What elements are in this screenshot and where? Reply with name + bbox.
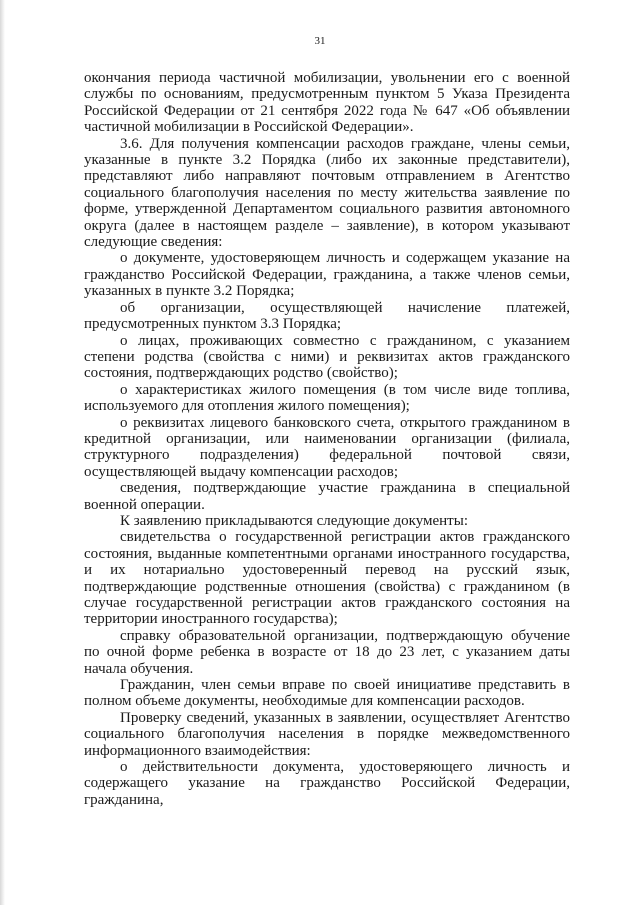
- paragraph: о документе, удостоверяющем личность и содержащем указание на гражданство Российской Федерации, гражданина, а также членов семьи, указанных в пункте 3.2 Порядка;: [84, 250, 570, 300]
- paragraph: о лицах, проживающих совместно с гражданином, с указанием степени родства (свойства с ними) и реквизитах актов гражданского состояния, подтверждающих родство (свойство);: [84, 332, 570, 382]
- paragraph: Проверку сведений, указанных в заявлении, осуществляет Агентство социального благополучия населения в порядке межведомственного информационного взаимодействия:: [84, 709, 570, 759]
- paragraph: об организации, осуществляющей начисление платежей, предусмотренных пунктом 3.3 Порядка;: [84, 299, 570, 333]
- paragraph: о действительности документа, удостоверяющего личность и содержащего указание на гражданство Российской Федерации, гражданина,: [84, 759, 570, 808]
- paragraph: свидетельства о государственной регистрации актов гражданского состояния, выданные компетентными органами иностранного государства, и их нотариально удостоверенный перевод на русский язык, подтверждающие родственные отношения (свойства) с гражданином (в случае государственной регистрации актов гражданского состояния на территории иностранного государства);: [84, 529, 570, 628]
- paragraph: о характеристиках жилого помещения (в том числе виде топлива, используемого для отопления жилого помещения);: [84, 381, 570, 415]
- paragraph: К заявлению прикладываются следующие документы:: [120, 512, 468, 529]
- paragraph: окончания периода частичной мобилизации, увольнении его с военной службы по основаниям, предусмотренным пунктом 5 Указа Президента Российской Федерации от 21 сентября 2022 года № 647 «Об объявлении частичной мобилизации в Российской Федерации».: [84, 70, 570, 136]
- scan-edge: [0, 0, 5, 905]
- paragraph: о реквизитах лицевого банковского счета, открытого гражданином в кредитной организации, или наименовании организации (филиала, структурного подразделения) федеральной почтовой связи, осуществляющей выдачу компенсации расходов;: [84, 414, 570, 480]
- document-body: [84, 70, 570, 808]
- paragraph: Гражданин, член семьи вправе по своей инициативе представить в полном объеме документы, необходимые для компенсации расходов.: [84, 677, 570, 710]
- paragraph: 3.6. Для получения компенсации расходов граждане, члены семьи, указанные в пункте 3.2 Порядка (либо их законные представители), представляют либо направляют почтовым отправлением в Агентство социального благополучия населения по месту жительства заявление по форме, утвержденной Департаментом социального развития автономного округа (далее в настоящем разделе – заявление), в котором указывают следующие сведения:: [84, 135, 570, 251]
- paragraph: справку образовательной организации, подтверждающую обучение по очной форме ребенка в возрасте от 18 до 23 лет, с указанием даты начала обучения.: [84, 627, 570, 677]
- paragraph: сведения, подтверждающие участие гражданина в специальной военной операции.: [84, 480, 570, 513]
- page-number: 31: [314, 35, 326, 47]
